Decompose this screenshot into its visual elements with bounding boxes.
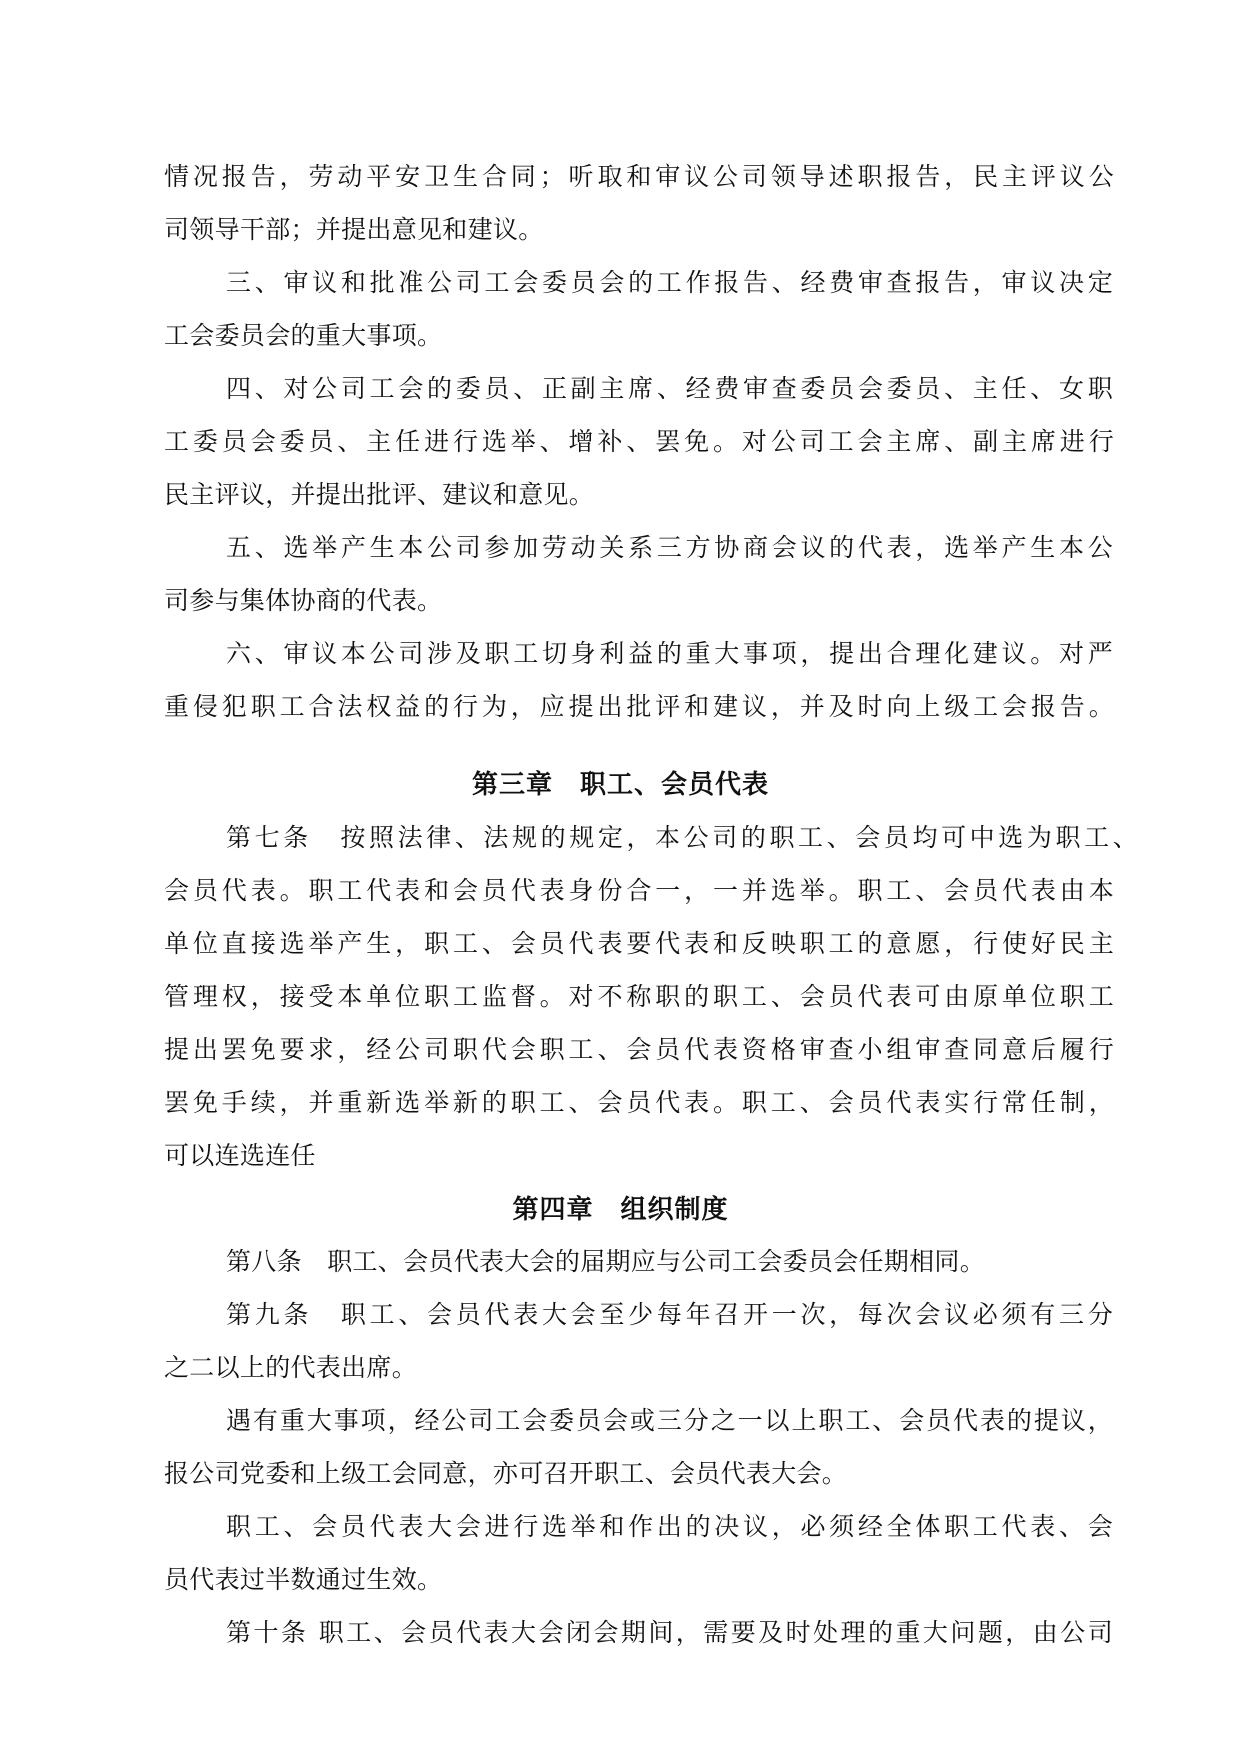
text-line: 第十条 职工、会员代表大会闭会期间，需要及时处理的重大问题，由公司 [226, 1618, 1116, 1647]
text-line: 第八条 职工、会员代表大会的届期应与公司工会委员会任期相同。 [226, 1247, 986, 1276]
text-line: 三、审议和批准公司工会委员会的工作报告、经费审查报告，审议决定 [226, 268, 1117, 297]
chapter-heading: 第四章 组织制度 [512, 1195, 729, 1225]
text-line: 四、对公司工会的委员、正副主席、经费审查委员会委员、主任、女职 [226, 374, 1117, 403]
chapter-heading: 第三章 职工、会员代表 [471, 770, 769, 800]
text-line: 管理权，接受本单位职工监督。对不称职的职工、会员代表可由原单位职工 [164, 982, 1118, 1011]
text-line: 司参与集体协商的代表。 [164, 586, 443, 615]
text-line: 罢免手续，并重新选举新的职工、会员代表。职工、会员代表实行常任制， [164, 1088, 1118, 1117]
text-line: 重侵犯职工合法权益的行为，应提出批评和建议，并及时向上级工会报告。 [164, 692, 1118, 721]
text-line: 工委员会委员、主任进行选举、增补、罢免。对公司工会主席、副主席进行 [164, 427, 1118, 456]
text-line: 第七条 按照法律、法规的规定，本公司的职工、会员均可中选为职工、 [226, 823, 1142, 852]
text-line: 提出罢免要求，经公司职代会职工、会员代表资格审查小组审查同意后履行 [164, 1035, 1118, 1064]
text-line: 职工、会员代表大会进行选举和作出的决议，必须经全体职工代表、会 [226, 1512, 1117, 1541]
text-line: 五、选举产生本公司参加劳动关系三方协商会议的代表，选举产生本公 [226, 533, 1117, 562]
text-line: 可以连选连任 [164, 1141, 316, 1170]
text-line: 六、审议本公司涉及职工切身利益的重大事项，提出合理化建议。对严 [226, 639, 1117, 668]
text-line: 第九条 职工、会员代表大会至少每年召开一次，每次会议必须有三分 [226, 1300, 1117, 1329]
text-line: 报公司党委和上级工会同意，亦可召开职工、会员代表大会。 [164, 1459, 848, 1488]
text-line: 会员代表。职工代表和会员代表身份合一，一并选举。职工、会员代表由本 [164, 876, 1118, 905]
text-line: 遇有重大事项，经公司工会委员会或三分之一以上职工、会员代表的提议， [226, 1406, 1115, 1435]
text-line: 工会委员会的重大事项。 [164, 321, 443, 350]
text-line: 司领导干部；并提出意见和建议。 [164, 215, 544, 244]
text-line: 民主评议，并提出批评、建议和意见。 [164, 480, 595, 509]
text-line: 情况报告，劳动平安卫生合同；听取和审议公司领导述职报告，民主评议公 [164, 162, 1118, 191]
text-line: 单位直接选举产生，职工、会员代表要代表和反映职工的意愿，行使好民主 [164, 929, 1118, 958]
text-line: 员代表过半数通过生效。 [164, 1565, 443, 1594]
text-line: 之二以上的代表出席。 [164, 1353, 418, 1382]
